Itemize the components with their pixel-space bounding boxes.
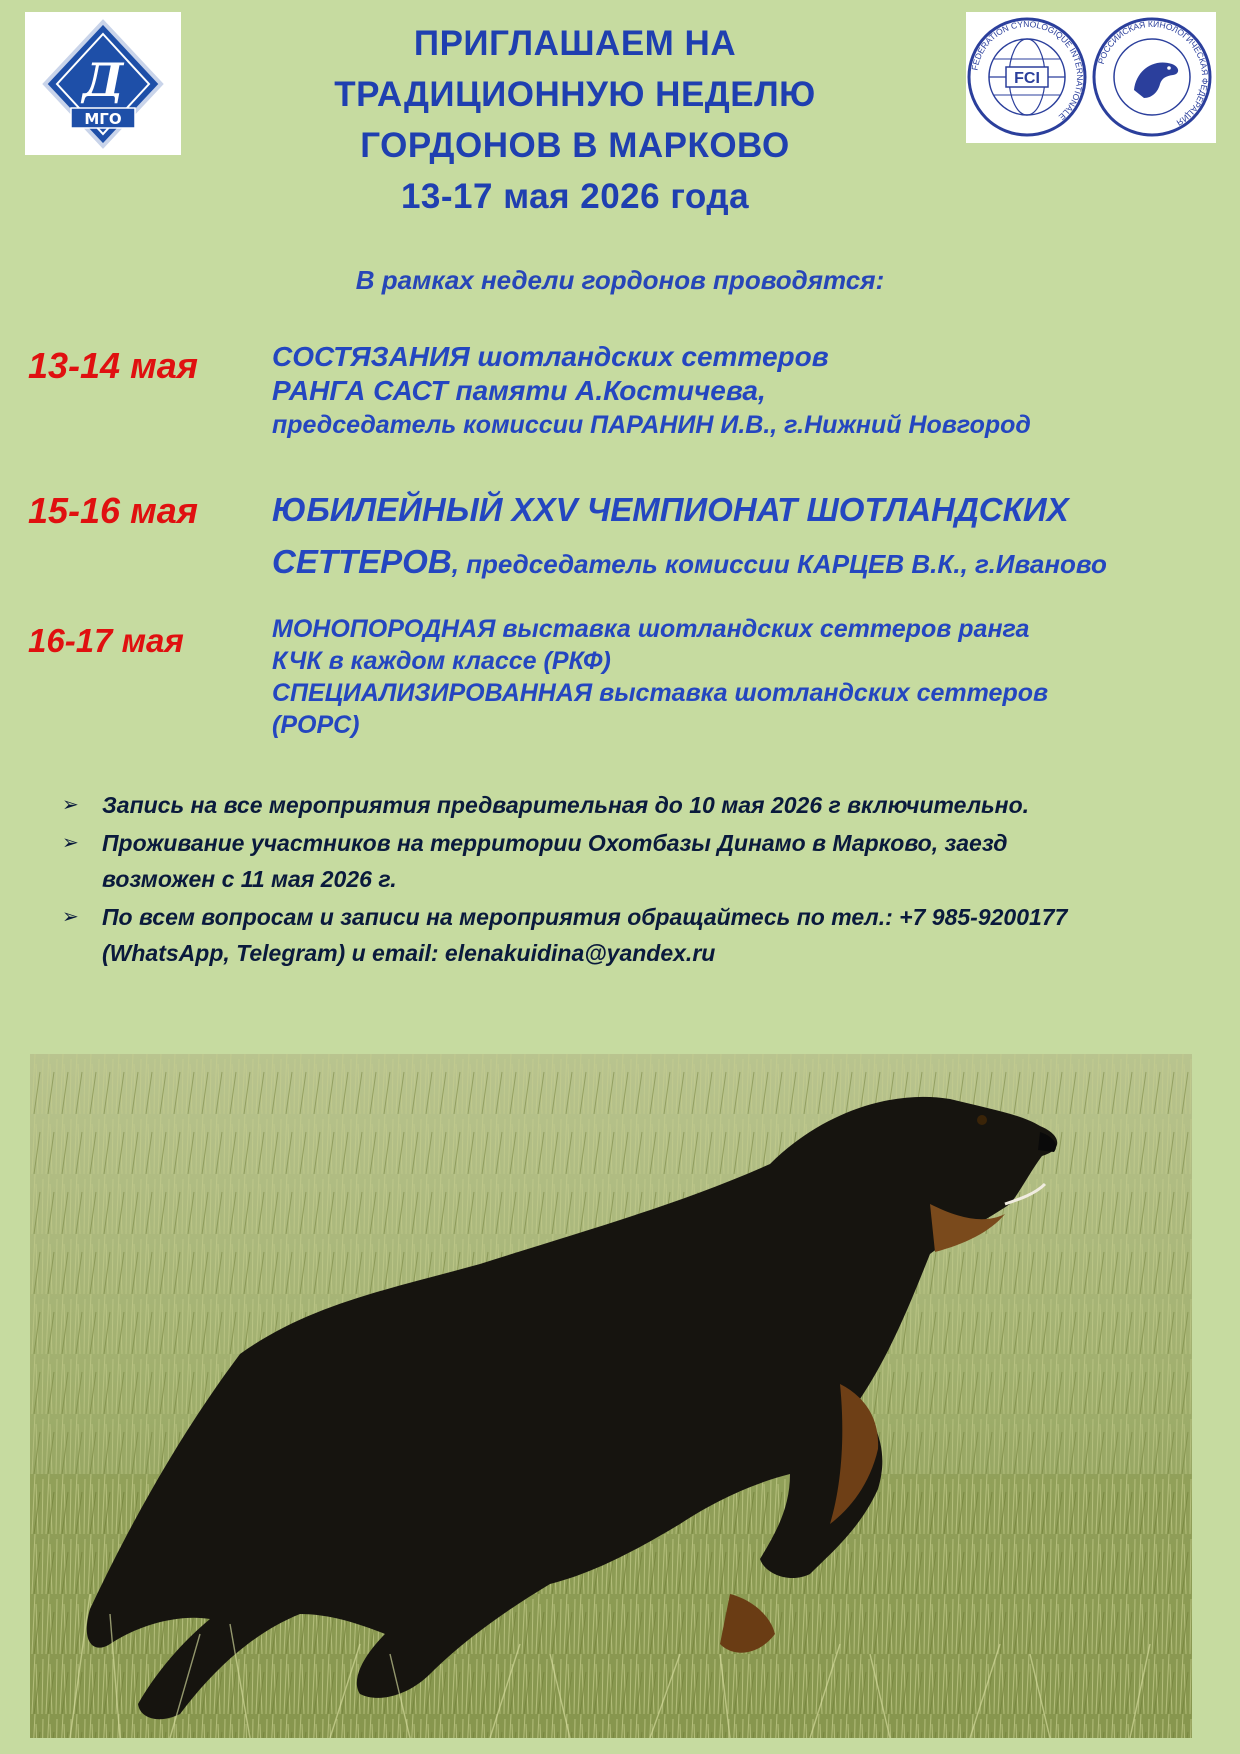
arrow-bullet-icon: ➢ — [62, 832, 79, 854]
event-2-line-1: ЮБИЛЕЙНЫЙ XXV ЧЕМПИОНАТ ШОТЛАНДСКИХ — [272, 491, 1069, 528]
fci-ring-text: FEDERATION CYNOLOGIQUE INTERNATIONALE — [969, 18, 1086, 123]
note-3-line-2: (WhatsApp, Telegram) и email: elenakuidina@yandex.ru — [102, 940, 716, 966]
fci-label: FCI — [1014, 70, 1040, 87]
events-intro: В рамках недели гордонов проводятся: — [355, 265, 885, 295]
title-line-3: ГОРДОНОВ В МАРКОВО — [360, 126, 790, 165]
event-1-date: 13-14 мая — [28, 345, 198, 386]
arrow-bullet-icon: ➢ — [62, 906, 79, 928]
gordon-setter-photo — [30, 1054, 1192, 1738]
event-2-description — [272, 484, 1222, 590]
notes-list — [62, 787, 1202, 973]
event-1-line-2: РАНГА САСТ памяти А.Костичева, — [272, 375, 766, 406]
event-3-line-2: КЧК в каждом классе (РКФ) — [272, 647, 611, 675]
note-item — [62, 899, 1202, 971]
event-3-line-4: (РОРС) — [272, 711, 360, 739]
gordon-setter-image-icon — [30, 1054, 1192, 1738]
note-2-line-1: Проживание участников на территории Охотбазы Динамо в Марково, заезд — [102, 830, 1008, 856]
event-2-date: 15-16 мая — [28, 490, 198, 531]
note-3-line-1: По всем вопросам и записи на мероприятия обращайтесь по тел.: +7 985-9200177 — [102, 904, 1068, 930]
dynamo-logo — [25, 12, 181, 155]
event-1-description — [272, 340, 1222, 442]
title-line-1: ПРИГЛАШАЕМ НА — [413, 24, 737, 63]
title-dates: 13-17 мая 2026 года — [400, 177, 750, 216]
event-3-description — [272, 613, 1222, 741]
title-line-2: ТРАДИЦИОННУЮ НЕДЕЛЮ — [334, 75, 816, 114]
event-2-line-2-main: СЕТТЕРОВ — [272, 543, 452, 580]
event-2-line-2 — [272, 536, 1222, 590]
mgo-label: МГО — [84, 110, 122, 128]
note-1-line-1: Запись на все мероприятия предварительная до 10 мая 2026 г включительно. — [102, 792, 1030, 818]
arrow-bullet-icon: ➢ — [62, 794, 79, 816]
dynamo-emblem-icon — [25, 12, 181, 155]
note-item — [62, 825, 1202, 897]
poster-title — [195, 18, 955, 222]
note-2-line-2: возможен с 11 мая 2026 г. — [102, 866, 397, 892]
event-1-line-1: СОСТЯЗАНИЯ шотландских сеттеров — [272, 341, 829, 372]
event-2-line-2-chair: , председатель комиссии КАРЦЕВ В.К., г.Иваново — [451, 549, 1107, 579]
rkf-ring-text: РОССИЙСКАЯ КИНОЛОГИЧЕСКАЯ ФЕДЕРАЦИЯ — [1095, 18, 1211, 128]
event-3-date: 16-17 мая — [28, 622, 184, 659]
fci-rkf-logos — [966, 12, 1216, 143]
dynamo-letter: Д — [82, 53, 124, 107]
event-1-line-3: председатель комиссии ПАРАНИН И.В., г.Нижний Новгород — [272, 411, 1031, 439]
event-3-line-3: СПЕЦИАЛИЗИРОВАННАЯ выставка шотландских сеттеров — [272, 679, 1049, 707]
note-item — [62, 787, 1202, 823]
fci-rkf-emblems-icon — [966, 12, 1216, 143]
event-3-line-1: МОНОПОРОДНАЯ выставка шотландских сеттеров ранга — [272, 615, 1030, 643]
